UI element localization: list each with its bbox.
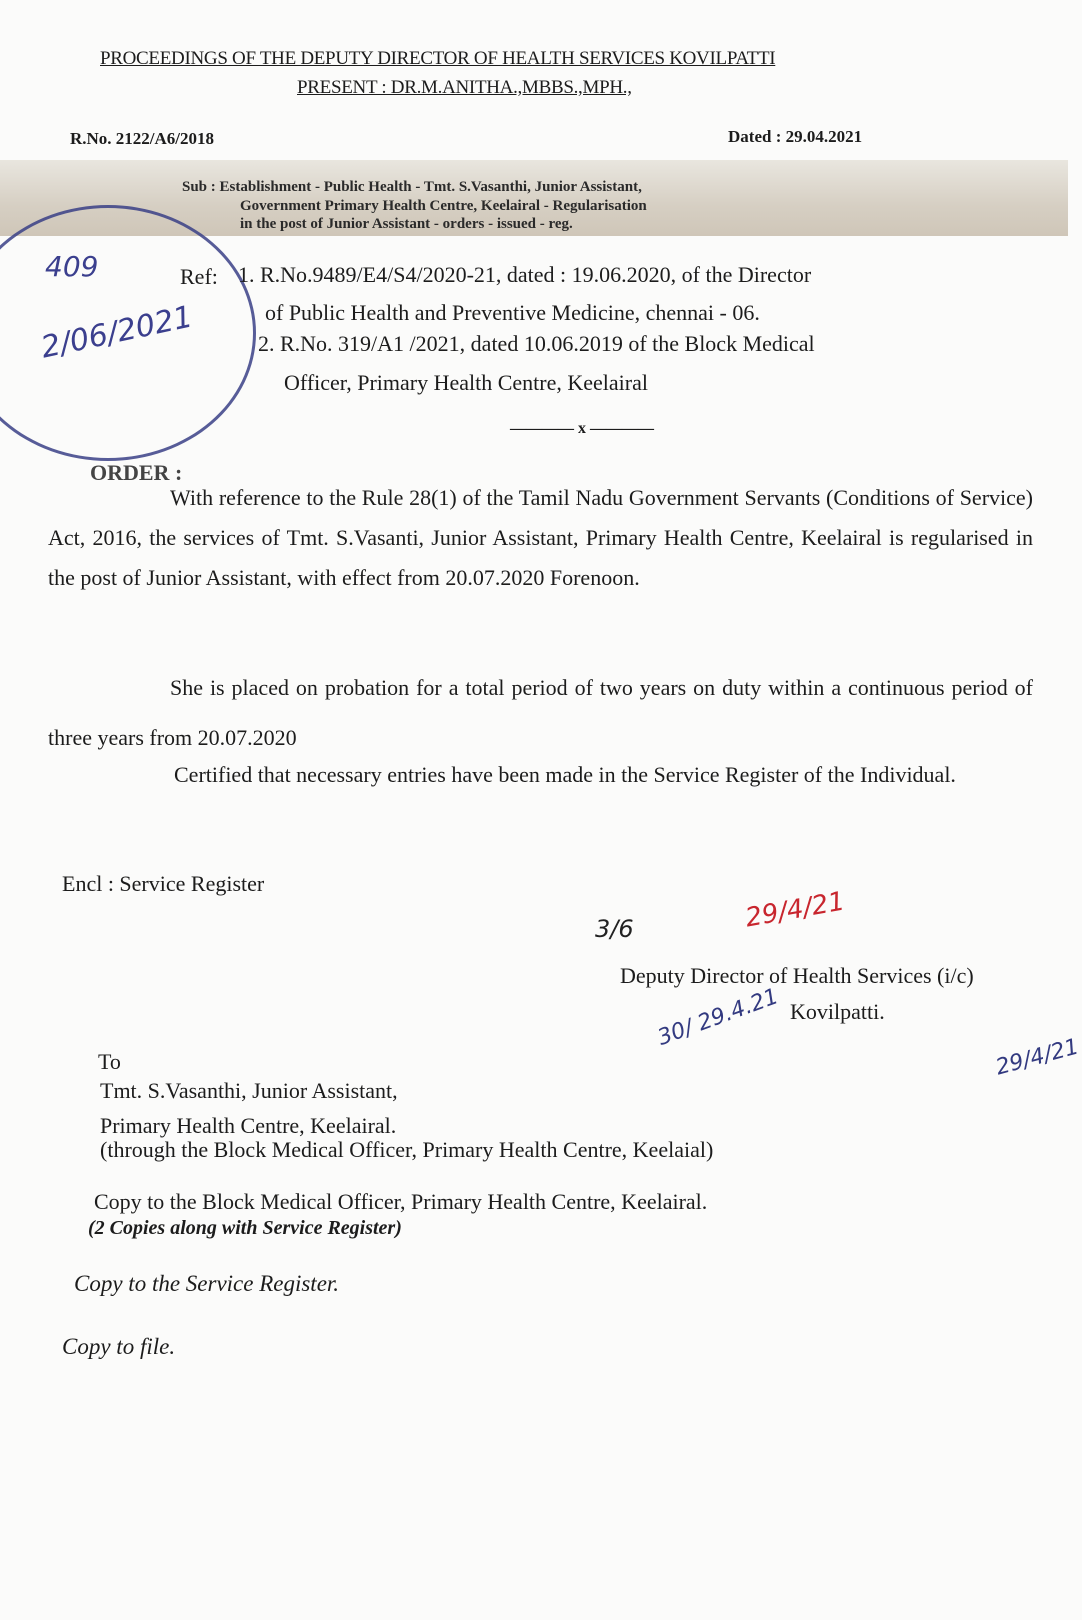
order-paragraph: With reference to the Rule 28(1) of the Tamil Nadu Government Servants (Conditions of Service) Act, 2016, the services of Tmt. S.Vasanti, Junior Assistant, Primary Health Centre, Keelairal is regularised in the post of Junior Assistant, with effect from 20.07.2020 Forenoon. — [48, 485, 1033, 590]
reference-line: 1. R.No.9489/E4/S4/2020-21, dated : 19.06.2020, of the Director — [238, 262, 812, 287]
stamp-date: 2/06/2021 — [38, 299, 196, 366]
copy-to-bmo: Copy to the Block Medical Officer, Primary Health Centre, Keelairal. — [94, 1189, 708, 1214]
handwritten-date: 30/ 29.4.21 — [654, 984, 782, 1051]
copy-to-file: Copy to file. — [62, 1334, 176, 1359]
enclosure: Encl : Service Register — [62, 871, 265, 896]
recipient-line: Primary Health Centre, Keelairal. — [100, 1113, 397, 1138]
recipient-line: Tmt. S.Vasanthi, Junior Assistant, — [100, 1078, 398, 1103]
reference-line: Officer, Primary Health Centre, Keelairal — [284, 370, 648, 395]
copy-to-service-register: Copy to the Service Register. — [74, 1271, 340, 1296]
references-label: Ref: — [180, 264, 218, 289]
signature: 29/4/21 — [743, 886, 848, 934]
handwritten-initial: 29/4/21 — [993, 1034, 1082, 1081]
reference-number: R.No. 2122/A6/2018 — [70, 129, 215, 148]
document-date: Dated : 29.04.2021 — [728, 127, 863, 146]
subject-line: Sub : Establishment - Public Health - Tmt. S.Vasanthi, Junior Assistant, — [182, 179, 642, 195]
signatory-designation: Deputy Director of Health Services (i/c) — [620, 963, 974, 988]
separator: ———— x ———— — [510, 420, 654, 437]
present-line: PRESENT : DR.M.ANITHA.,MBBS.,MPH., — [297, 77, 632, 98]
order-paragraph: She is placed on probation for a total period of two years on duty within a continuous period of three years from 20.07.2020 — [48, 675, 1033, 750]
initials: 3/6 — [595, 915, 634, 943]
document-title: PROCEEDINGS OF THE DEPUTY DIRECTOR OF HEALTH SERVICES KOVILPATTI — [100, 48, 776, 69]
subject-line: in the post of Junior Assistant - orders - issued - reg. — [240, 216, 573, 232]
order-paragraph: Certified that necessary entries have been made in the Service Register of the Individual. — [174, 762, 956, 787]
recipient-line: (through the Block Medical Officer, Primary Health Centre, Keelaial) — [100, 1137, 714, 1162]
order-label: ORDER : — [90, 460, 183, 485]
subject-line: Government Primary Health Centre, Keelairal - Regularisation — [240, 198, 647, 214]
reference-line: 2. R.No. 319/A1 /2021, dated 10.06.2019 of the Block Medical — [258, 331, 815, 356]
signatory-place: Kovilpatti. — [790, 999, 885, 1024]
reference-line: of Public Health and Preventive Medicine, chennai - 06. — [265, 300, 760, 325]
copy-note: (2 Copies along with Service Register) — [88, 1217, 402, 1239]
stamp-inward-number: 409 — [45, 250, 99, 283]
recipient-to: To — [98, 1049, 121, 1074]
